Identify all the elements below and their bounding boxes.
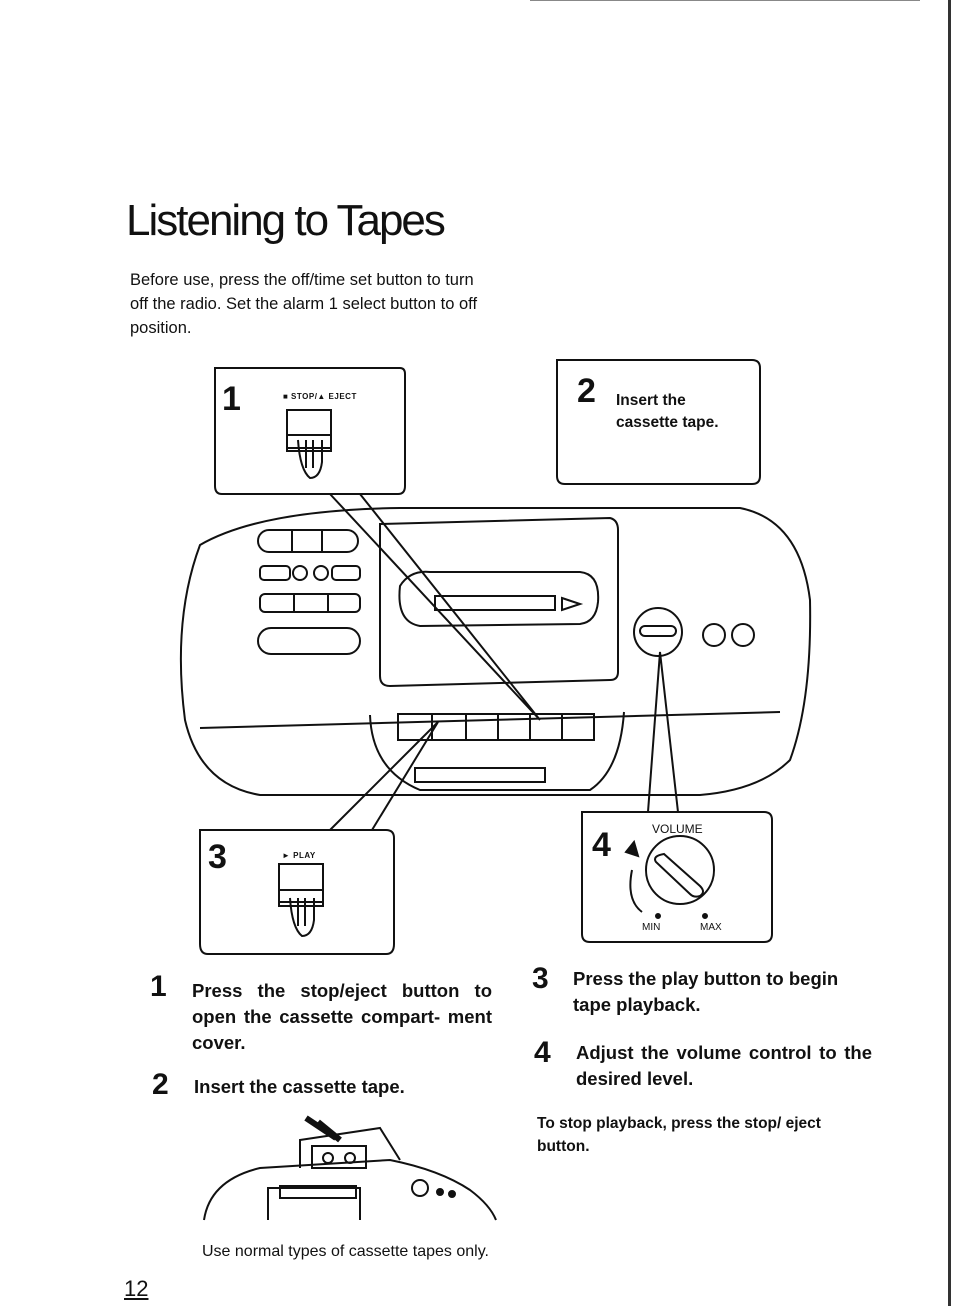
button-shape	[260, 566, 290, 580]
callout-3-frame	[200, 830, 394, 954]
step-2-text: Insert the cassette tape.	[194, 1076, 405, 1097]
callout-1-label: ■ STOP/▲ EJECT	[283, 392, 357, 401]
step-4-number: 4	[534, 1036, 551, 1069]
button-shape	[258, 530, 358, 552]
callout-4-number: 4	[592, 826, 611, 864]
volume-knob-body	[634, 608, 682, 656]
tuner-display-panel	[380, 518, 618, 686]
step-3-text: Press the play button to begin tape playback.	[573, 968, 839, 1015]
callout-1-number: 1	[222, 380, 241, 418]
step-3-number: 3	[532, 962, 549, 995]
callout-3-label: ► PLAY	[282, 851, 316, 860]
step-4-text: Adjust the volume control to the desired level.	[576, 1042, 872, 1089]
step-2-number: 2	[152, 1068, 169, 1101]
volume-dial	[646, 836, 714, 904]
button-shape	[332, 566, 360, 580]
button-shape	[260, 594, 360, 612]
callout-2-text: Insert the cassette tape.	[616, 392, 719, 431]
volume-max-label: MAX	[700, 922, 722, 933]
volume-label: VOLUME	[652, 822, 703, 836]
volume-min-label: MIN	[642, 922, 661, 933]
button-shape	[258, 628, 360, 654]
page-title: Listening to Tapes	[126, 196, 444, 245]
page-number: 12	[124, 1276, 149, 1301]
step-1-text: Press the stop/eject button to open the cassette compart- ment cover.	[192, 980, 492, 1053]
button-shape	[314, 566, 328, 580]
stop-playback-note: To stop playback, press the stop/ eject button.	[537, 1115, 821, 1155]
callout-3-number: 3	[208, 838, 227, 876]
intro-paragraph: Before use, press the off/time set button to turn off the radio. Set the alarm 1 select button to off position.	[130, 271, 478, 337]
cassette-type-caption: Use normal types of cassette tapes only.	[202, 1243, 489, 1260]
callout-2-number: 2	[577, 372, 596, 410]
step-1-number: 1	[150, 970, 167, 1003]
callout-1-frame	[215, 368, 405, 494]
button-shape	[293, 566, 307, 580]
